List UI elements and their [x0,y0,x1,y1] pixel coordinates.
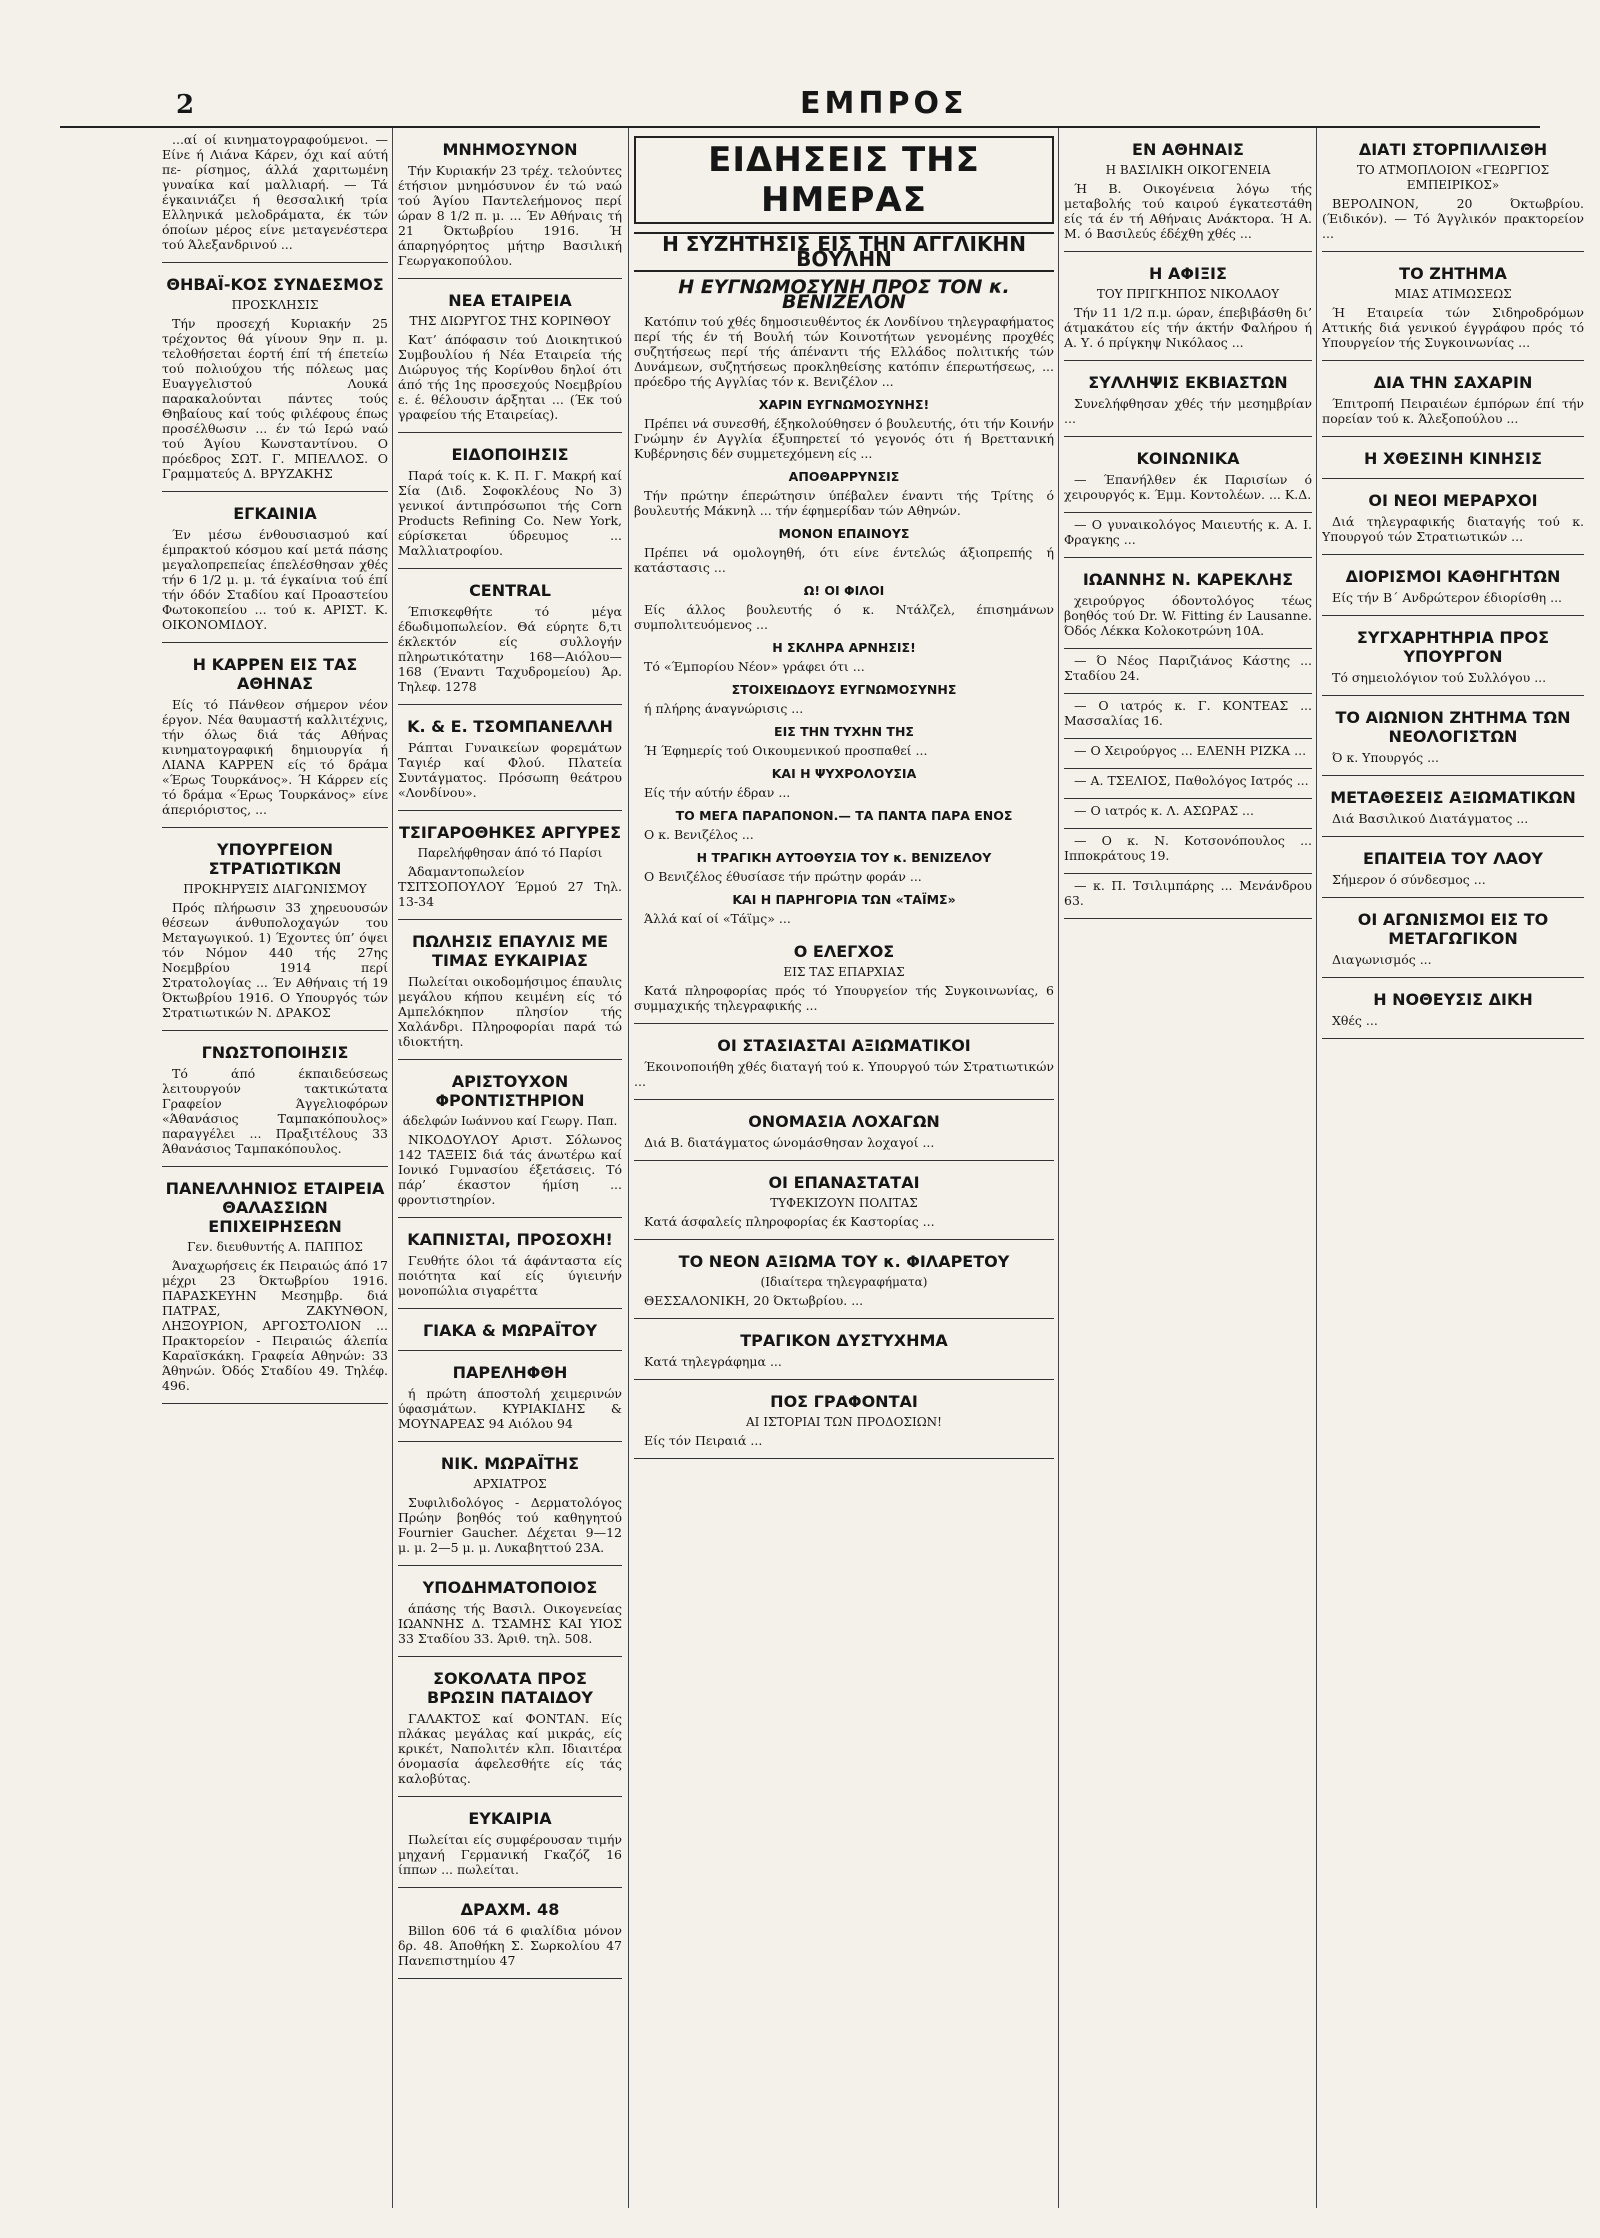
masthead: ΕΜΠΡΟΣ [800,86,968,121]
article-text: — Ο κ. Ν. Κοτσονόπουλος ... Ιπποκράτους 19. [1064,833,1312,863]
article [1064,874,1312,919]
article-text: ή πρώτη άποστολή χειμερινών ύφασμάτων. ΚΥΡΙΑΚΙΔΗΣ & ΜΟΥΝΑΡΕΑΣ 94 Αιόλου 94 [398,1386,622,1431]
article-title: ΤΣΙΓΑΡΟΘΗΚΕΣ ΑΡΓΥΡΕΣ [399,823,621,842]
article-title: ΠΑΝΕΛΛΗΝΙΟΣ ΕΤΑΙΡΕΙΑ ΘΑΛΑΣΣΙΩΝ ΕΠΙΧΕΙΡΗΣΕΩΝ [165,1179,385,1236]
article-title: ΝΕΑ ΕΤΑΙΡΕΙΑ [448,291,572,310]
article-text: Συφιλιδολόγος - Δερματολόγος Πρώην βοηθός τού καθηγητού Fournier Gaucher. Δέχεται 9—12 μ. μ. 2—5 μ. μ. Λυκαβηττού 23Α. [398,1495,622,1555]
column-3-lower [634,930,1054,1459]
news-item-text: Ο Βενιζέλος έθυσίασε τήν πρώτην φοράν ... [644,869,922,884]
news-item-heading: ΤΟ ΜΕΓΑ ΠΑΡΑΠΟΝΟΝ.— ΤΑ ΠΑΝΤΑ ΠΑΡΑ ΕΝΟΣ [675,808,1013,823]
news-item-text: Ο κ. Βενιζέλος ... [644,827,754,842]
article [1064,739,1312,769]
column-4 [1064,128,1312,2208]
article-title: CENTRAL [469,581,551,600]
article-title: ΣΥΛΛΗΨΙΣ ΕΚΒΙΑΣΤΩΝ [1088,373,1288,392]
article [1322,696,1584,776]
column-rule [628,128,629,2208]
article-text: Έπιτροπή Πειραιέων έμπόρων έπί τήν πορείαν τού κ. Άλεξοπούλου ... [1322,396,1584,426]
article-title: ΝΙΚ. ΜΩΡΑΪΤΗΣ [440,1454,580,1473]
article-text: χειρούργος όδοντολόγος τέως βοηθός τού Dr. W. Fitting έν Lausanne. Όδός Λέκκα Κολοκοτρώνη 10Α. [1064,593,1312,638]
article-title: ΟΙ ΣΤΑΣΙΑΣΤΑΙ ΑΞΙΩΜΑΤΙΚΟΙ [717,1036,971,1055]
article [1322,837,1584,898]
article-title: ΕΓΚΑΙΝΙΑ [233,504,317,523]
article [398,1797,622,1888]
news-item [634,397,1054,461]
main-headline: ΕΙΔΗΣΕΙΣ ΤΗΣ ΗΜΕΡΑΣ [634,136,1054,224]
column-5 [1322,128,1584,2208]
article [1322,555,1584,616]
article [634,1319,1054,1380]
article-text: Διαγωνισμός ... [1332,952,1432,967]
article-text: Κατά πληροφορίας πρός τό Υπουργείον τής Συγκοινωνίας, 6 συμμαχικής τηλεγραφικής ... [634,983,1054,1013]
article [398,1351,622,1442]
article-subtitle: ΠΡΟΣΚΛΗΣΙΣ [231,298,319,312]
article-text: Άναχωρήσεις έκ Πειραιώς άπό 17 μέχρι 23 Όκτωβρίου 1916. ΠΑΡΑΣΚΕΥΗΝ Μεσημβρ. διά ΠΑΤΡΑΣ, ΖΑΚΥΝΘΟΝ, ΛΗΞΟΥΡΙΟΝ, ΑΡΓΟΣΤΟΛΙΟΝ ... Πρακτορείον - Πειραιώς άλεπία Καραϊσκάκη. Γραφεία Αθηνών: 33 Άθηνών. Όδός Σταδίου 49. Τηλέφ. 496. [162,1258,388,1393]
article-title: ΤΡΑΓΙΚΟΝ ΔΥΣΤΥΧΗΜΑ [740,1331,948,1350]
article [162,492,388,643]
article-text: ΘΕΣΣΑΛΟΝΙΚΗ, 20 Όκτωβρίου. ... [644,1293,864,1308]
article-text: Συνελήφθησαν χθές τήν μεσημβρίαν ... [1064,396,1312,426]
article-subtitle: ΤΥΦΕΚΙΖΟΥΝ ΠΟΛΙΤΑΣ [770,1196,918,1210]
news-item-text: ή πλήρης άναγνώρισις ... [644,701,804,716]
article-text: Έπισκεφθήτε τό μέγα έδωδιμοπωλείον. Θά εύρητε δ,τι έκλεκτόν είς συλλογήν πληρωτικότατην 168—Αιόλου—168 (Έναντι Ταχυδρομείου) Άρ. Τηλεφ. 1278 [398,604,622,694]
article-title: ΓΙΑΚΑ & ΜΩΡΑΪΤΟΥ [422,1321,598,1340]
article-title: ΚΑΠΝΙΣΤΑΙ, ΠΡΟΣΟΧΗ! [407,1230,613,1249]
news-item-text: Τό «Έμπορίου Νέον» γράφει ότι ... [644,659,865,674]
news-item-text: Είς άλλος βουλευτής ό κ. Ντάλζελ, έπισημάνων συμπολιτευόμενος ... [634,602,1054,632]
article [1322,898,1584,978]
article [1064,694,1312,739]
column-rule [392,128,393,2208]
article-text: Είς τόν Πειραιά ... [644,1433,763,1448]
article-text: Παρά τοίς κ. Κ. Π. Γ. Μακρή καί Σία (Διδ. Σοφοκλέους Νο 3) γενικοί άντιπρόσωποι τής Corn Products Refining Co. New York, εύρίσκεται ύδρευμος ... Μαλλιατροφίου. [398,468,622,558]
article-subtitle: (Ιδιαίτερα τηλεγραφήματα) [760,1275,928,1289]
article-text: Τήν Κυριακήν 23 τρέχ. τελούντες έτήσιον μνημόσυνον έν τώ ναώ τού Άγίου Παντελεήμονος περί ώραν 8 1/2 π. μ. ... Έν Αθήναις τή 21 Όκτωβρίου 1916. Ή άπαρηγόρητος μήτηρ Βασιλική Γεωργακοπούλου. [398,163,622,268]
article-title: Η ΚΑΡΡΕΝ ΕΙΣ ΤΑΣ ΑΘΗΝΑΣ [192,655,358,693]
article-subtitle: ΑΙ ΙΣΤΟΡΙΑΙ ΤΩΝ ΠΡΟΔΟΣΙΩΝ! [746,1415,942,1429]
article [398,811,622,920]
lead-banner: Η ΣΥΖΗΤΗΣΙΣ ΕΙΣ ΤΗΝ ΑΓΓΛΙΚΗΝ ΒΟΥΛΗΝ [634,232,1054,272]
news-item-heading: ΑΠΟΘΑΡΡΥΝΣΙΣ [788,469,900,484]
article-text: Billon 606 τά 6 φιαλίδια μόνον δρ. 48. Άποθήκη Σ. Σωρκολίου 47 Πανεπιστημίου 47 [398,1923,622,1968]
article-text: Είς τήν Β΄ Ανδρώτερον έδιορίσθη ... [1332,590,1563,605]
article [1064,513,1312,558]
article-title: ΜΝΗΜΟΣΥΝΟΝ [442,140,578,159]
article-title: ΕΥΚΑΙΡΙΑ [468,1809,552,1828]
article-text: Κατά άσφαλείς πληροφορίας έκ Καστορίας ... [644,1214,935,1229]
article-text: Είς τό Πάνθεον σήμερον νέον έργον. Νέα θαυμαστή καλλιτέχνις, τήν όλως διά τάς Αθήνας κινηματογραφική δημιουργία ή ΛΙΑΝΑ ΚΑΡΡΕΝ είς τό δράμα «Έρως Τουρκάνος». Ή Κάρρεν είς τό δράμα «Έρως Τουρκάνος» είνε άπεριόριστος, ... [162,697,388,817]
article-text: ΒΕΡΟΛΙΝΟΝ, 20 Όκτωβρίου. (Έιδικόν). — Τό Άγγλικόν πρακτορείον ... [1322,196,1584,241]
article-title: Η ΑΦΙΞΙΣ [1149,264,1227,283]
article [162,828,388,1031]
article [1064,558,1312,649]
article [1064,799,1312,829]
article-title: ΤΟ ΝΕΟΝ ΑΞΙΩΜΑ ΤΟΥ κ. ΦΙΛΑΡΕΤΟΥ [678,1252,1010,1271]
article [398,1442,622,1566]
article [1064,437,1312,513]
article-text: άπάσης τής Βασιλ. Οικογενείας ΙΩΑΝΝΗΣ Δ. ΤΣΑΜΗΣ ΚΑΙ ΥΙΟΣ 33 Σταδίου 33. Άριθ. τηλ. 508. [398,1601,622,1646]
column-rule [1316,128,1317,2208]
article [398,1566,622,1657]
news-item [634,808,1054,842]
article [1322,128,1584,252]
lead-subtitle: Η ΕΥΓΝΩΜΟΣΥΝΗ ΠΡΟΣ ΤΟΝ κ. ΒΕΝΙΖΕΛΟΝ [678,276,1010,313]
article-title: ΣΥΓΧΑΡΗΤΗΡΙΑ ΠΡΟΣ ΥΠΟΥΡΓΟΝ [1356,628,1550,666]
article [398,279,622,433]
article [1064,829,1312,874]
article-title: ΕΝ ΑΘΗΝΑΙΣ [1132,140,1244,159]
article-text: Ράπται Γυναικείων φορεμάτων Ταγιέρ καί Φλού. Πλατεία Συντάγματος. Πρόσωπη θεάτρου «Λονδίνου». [398,740,622,800]
article-title: ΠΟΣ ΓΡΑΦΟΝΤΑΙ [770,1392,918,1411]
article-text: — Α. ΤΣΕΛΙΟΣ, Παθολόγος Ιατρός ... [1074,773,1309,788]
news-item-text: Πρέπει νά συνεσθή, έξηκολούθησεν ό βουλευτής, ότι τήν Κοινήν Γνώμην έν Αγγλία έξυπηρετεί τό γεγονός ότι ή Βρεττανική Κυβέρνησις δέν συμμετεχόμενη είς ... [634,416,1054,461]
article [1322,616,1584,696]
article-text: — κ. Π. Τσιλιμπάρης ... Μενάνδρου 63. [1064,878,1312,908]
article-text: Ό κ. Υπουργός ... [1332,750,1440,765]
article-title: ΤΟ ΖΗΤΗΜΑ [1399,264,1507,283]
article [634,1161,1054,1240]
article-subtitle: Γεν. διευθυντής Α. ΠΑΠΠΟΣ [187,1240,363,1254]
article-text: Διά Βασιλικού Διατάγματος ... [1332,811,1529,826]
article [398,1060,622,1218]
article-title: ΑΡΙΣΤΟΥΧΟΝ ΦΡΟΝΤΙΣΤΗΡΙΟΝ [435,1072,585,1110]
article-title: ΥΠΟΥΡΓΕΙΟΝ ΣΤΡΑΤΙΩΤΙΚΩΝ [208,840,342,878]
news-item-heading: ΕΙΣ ΤΗΝ ΤΥΧΗΝ ΤΗΣ [774,724,914,739]
news-item-text: Τήν πρώτην έπερώτησιν ύπέβαλεν έναντι τής Τρίτης ό βουλευτής Μάκνηλ ... τήν έφημερίδαν τών Αθηνών. [634,488,1054,518]
article-text: Πωλείται οικοδομήσιμος έπαυλις μεγάλου κήπου κειμένη είς τό Αμπελόκηπον πλησίον τής Χαλάνδρι. Πληροφορίαι παρά τώ ιδιοκτήτη. [398,974,622,1049]
news-item-text: Ή Έφημερίς τού Οικουμενικού προσπαθεί ... [644,743,928,758]
news-item-heading: Ω! ΟΙ ΦΙΛΟΙ [803,583,885,598]
article-text: — Έπανήλθεν έκ Παρισίων ό χειρουργός κ. Έμμ. Κοντολέων. ... Κ.Δ. [1064,472,1312,502]
article [162,643,388,828]
news-item-heading: Η ΣΚΛΗΡΑ ΑΡΝΗΣΙΣ! [772,640,916,655]
article-text: — Ο Χειρούργος ... ΕΛΕΝΗ ΡΙΖΚΑ ... [1074,743,1307,758]
news-item-heading: ΜΟΝΟΝ ΕΠΑΙΝΟΥΣ [778,526,910,541]
news-item [634,766,1054,800]
article-title: ΔΙΟΡΙΣΜΟΙ ΚΑΘΗΓΗΤΩΝ [1345,567,1561,586]
news-item-text: Είς τήν αύτήν έδραν ... [644,785,791,800]
article [162,128,388,263]
article-title: Η ΝΟΘΕΥΣΙΣ ΔΙΚΗ [1373,990,1533,1009]
news-item-heading: ΚΑΙ Η ΠΑΡΗΓΟΡΙΑ ΤΩΝ «ΤΑΪΜΣ» [732,892,956,907]
article-text: Τό σημειολόγιον τού Συλλόγου ... [1332,670,1547,685]
article [1322,252,1584,361]
article [1322,776,1584,837]
article-text: — Ο γυναικολόγος Μαιευτής κ. Α. Ι. Φραγκης ... [1064,517,1312,547]
article-subtitle: ΠΡΟΚΗΡΥΞΙΣ ΔΙΑΓΩΝΙΣΜΟΥ [183,882,367,896]
article-title: ΔΡΑΧΜ. 48 [460,1900,560,1919]
article-subtitle: άδελφών Ιωάννου καί Γεωργ. Παπ. [402,1114,618,1128]
news-item [634,892,1054,926]
article [1064,361,1312,437]
article-title: ΚΟΙΝΩΝΙΚΑ [1136,449,1240,468]
column-1 [162,128,388,2208]
article-subtitle: ΕΙΣ ΤΑΣ ΕΠΑΡΧΙΑΣ [783,965,905,979]
article-title: ΔΙΑΤΙ ΣΤΟΡΠΙΛΛΙΣΘΗ [1358,140,1548,159]
news-item [634,724,1054,758]
article-text: Ή Β. Οικογένεια λόγω τής μεταβολής τού καιρού έγκατεστάθη είς τά έν τή Αθήναις Ανάκτορα. Ή Α. Μ. ό Βασιλεύς έδέχθη χθές ... [1064,181,1312,241]
article-title: ΠΩΛΗΣΙΣ ΕΠΑΥΛΙΣ ΜΕ ΤΙΜΑΣ ΕΥΚΑΙΡΙΑΣ [411,932,609,970]
article-text: Γευθήτε όλοι τά άφάνταστα είς ποιότητα καί είς ύγιεινήν μονοπώλια σιγαρέττα [398,1253,622,1298]
article-text: Σήμερον ό σύνδεσμος ... [1332,872,1486,887]
article-title: ΠΑΡΕΛΗΦΘΗ [452,1363,568,1382]
article-subtitle: ΤΗΣ ΔΙΩΡΥΓΟΣ ΤΗΣ ΚΟΡΙΝΘΟΥ [409,314,611,328]
article-text: Έκοινοποιήθη χθές διαταγή τού κ. Υπουργού τών Στρατιωτικών ... [634,1059,1054,1089]
article-title: ΟΙ ΑΓΩΝΙΣΜΟΙ ΕΙΣ ΤΟ ΜΕΤΑΓΩΓΙΚΟΝ [1357,910,1549,948]
article [398,1218,622,1309]
column-2 [398,128,622,2208]
news-item [634,682,1054,716]
article-title: ΟΙ ΕΠΑΝΑΣΤΑΤΑΙ [768,1173,920,1192]
article-title: ΕΠΑΙΤΕΙΑ ΤΟΥ ΛΑΟΥ [1362,849,1544,868]
news-item [634,850,1054,884]
article-text: Πωλείται είς συμφέρουσαν τιμήν μηχανή Γερμανική Γκαζόζ 16 ίππων ... πωλείται. [398,1832,622,1877]
article-text: ...αί οί κινηματογραφούμενοι. — Είνε ή Λιάνα Κάρεν, όχι καί αύτή πε- ρίσημος, άλλά χαριτωμένη γυναίκα καί μαλλιαρή. — Τά έγκαινιάζει ή θεσσαλική τρία Ελληνικά μελοδράματα, έκ τών όποίων μέρος είνε μεταγενέστερα τού Άλεξανδρινού ... [162,132,388,252]
article-title: ΣΟΚΟΛΑΤΑ ΠΡΟΣ ΒΡΩΣΙΝ ΠΑΤΑΙΔΟΥ [427,1669,593,1707]
article [398,569,622,705]
article-text: Κατά τηλεγράφημα ... [644,1354,782,1369]
article [398,1309,622,1351]
page-header [60,86,1540,128]
article [634,1380,1054,1459]
article-title: ΕΙΔΟΠΟΙΗΣΙΣ [451,445,569,464]
article-title: ΟΝΟΜΑΣΙΑ ΛΟΧΑΓΩΝ [748,1112,940,1131]
article-subtitle: ΤΟΥ ΠΡΙΓΚΗΠΟΣ ΝΙΚΟΛΑΟΥ [1096,287,1280,301]
article-title: Κ. & Ε. ΤΣΟΜΠΑΝΕΛΛΗ [407,717,613,736]
article-text: Διά τηλεγραφικής διαταγής τού κ. Υπουργού τών Στρατιωτικών ... [1322,514,1584,544]
article-subtitle: ΜΙΑΣ ΑΤΙΜΩΣΕΩΣ [1394,287,1512,301]
news-item-heading: ΧΑΡΙΝ ΕΥΓΝΩΜΟΣΥΝΗΣ! [758,397,930,412]
news-item-text: Άλλά καί οί «Τάϊμς» ... [644,911,791,926]
page-number: 2 [176,90,195,120]
news-item-heading: ΣΤΟΙΧΕΙΩΔΟΥΣ ΕΥΓΝΩΜΟΣΥΝΗΣ [731,682,957,697]
article [1322,978,1584,1039]
article [398,433,622,569]
lead-items [634,397,1054,926]
column-3 [634,128,1054,2208]
article-text: Τήν 11 1/2 π.μ. ώραν, έπεβιβάσθη δι’ άτμακάτου είς τήν άκτήν Φαλήρου ή Α. Υ. ό πρίγκηψ Νικόλαος ... [1064,305,1312,350]
article-title: ΜΕΤΑΘΕΣΕΙΣ ΑΞΙΩΜΑΤΙΚΩΝ [1330,788,1576,807]
article [634,1024,1054,1100]
article-text: Τήν προσεχή Κυριακήν 25 τρέχοντος θά γίνουν 9ην π. μ. τελοθήσεται έορτή έπί τή έπετείω τού πολιούχου τής πόλεως μας Ευαγγελιστού Λουκά παρακαλούνται πάντες τούς Θηβαίους καί τούς φιλέφους έπως προσέλθωσιν ... έν τώ Ιερώ ναώ τού Άγίου Κωνσταντίνου. Ο πρόεδρος ΣΩΤ. Γ. ΜΠΕΛΛΟΣ. Ο Γραμματεύς Δ. ΒΡΥΖΑΚΗΣ [162,316,388,481]
article [398,705,622,811]
article-text: — Ο ιατρός κ. Λ. ΑΣΩΡΑΣ ... [1074,803,1254,818]
article [634,1240,1054,1319]
news-item-heading: Η ΤΡΑΓΙΚΗ ΑΥΤΟΘΥΣΙΑ ΤΟΥ κ. ΒΕΝΙΖΕΛΟΥ [696,850,992,865]
news-item-text: Πρέπει νά ομολογηθή, ότι είνε έντελώς άξιοπρεπής ή κατάστασις ... [634,545,1054,575]
article [1322,361,1584,437]
article-title: ΔΙΑ ΤΗΝ ΣΑΧΑΡΙΝ [1373,373,1533,392]
article-title: Η ΧΘΕΣΙΝΗ ΚΙΝΗΣΙΣ [1363,449,1542,468]
article-title: ΘΗΒΑΪ-ΚΟΣ ΣΥΝΔΕΣΜΟΣ [166,275,384,294]
article [634,930,1054,1024]
article [1064,649,1312,694]
news-item [634,640,1054,674]
article [162,1167,388,1404]
article [634,1100,1054,1161]
article-subtitle: Η ΒΑΣΙΛΙΚΗ ΟΙΚΟΓΕΝΕΙΑ [1105,163,1271,177]
article [1064,769,1312,799]
article-title: ΤΟ ΑΙΩΝΙΟΝ ΖΗΤΗΜΑ ΤΩΝ ΝΕΟΛΟΓΙΣΤΩΝ [1335,708,1571,746]
article-title: ΙΩΑΝΝΗΣ Ν. ΚΑΡΕΚΛΗΣ [1082,570,1294,589]
news-item [634,526,1054,575]
article-text: Τό άπό έκπαιδεύσεως λειτουργούν τακτικώτατα Γραφείον Άγγελιοφόρων «Άθανάσιος Ταμπακόπουλος» παραγγέλει ... Πραξιτέλους 33 Άθανάσιος Ταμπακόπουλος. [162,1066,388,1156]
article-subtitle: ΤΟ ΑΤΜΟΠΛΟΙΟΝ «ΓΕΩΡΓΙΟΣ ΕΜΠΕΙΡΙΚΟΣ» [1356,163,1550,192]
lead-intro: Κατόπιν τού χθές δημοσιευθέντος έκ Λονδίνου τηλεγραφήματος περί τής έν τή Βουλή τών Κοινοτήτων γενομένης προχθές συζητήσεως περί τής άπέναντι τής Ελλάδος πολιτικής τών Δυνάμεων, συζητήσεως προκληθείσης κατόπιν έπερωτήσεως, ... πρόεδρο τής Αγγλίας τόν κ. Βενιζέλον ... [634,314,1054,389]
article-text: Κατ’ άπόφασιν τού Διοικητικού Συμβουλίου ή Νέα Εταιρεία τής Διώρυγος τής Κορίνθου δηλοί ότι άπό τής 1ης προσεχούς Νοεμβρίου ε. έ. θέλουσιν άρξηται ... (Έκ τού γραφείου τής Εταιρείας). [398,332,622,422]
article-text: Άδαμαντοπωλείον ΤΣΙΤΣΟΠΟΥΛΟΥ Έρμού 27 Τηλ. 13-34 [398,864,622,909]
article-title: Ο ΕΛΕΓΧΟΣ [793,942,895,961]
article [1322,437,1584,479]
article-title: ΓΝΩΣΤΟΠΟΙΗΣΙΣ [201,1043,349,1062]
news-item [634,583,1054,632]
article-text: Πρός πλήρωσιν 33 χηρευουσών θέσεων άνθυπολοχαγών του Μεταγωγικού. 1) Έχοντες ύπ’ όψει τόν Νόμον 440 τής 27ης Νοεμβρίου 1914 περί Στρατολογίας ... Έν Αθήναις τή 19 Όκτωβρίου 1916. Ο Υπουργός τών Στρατιωτικών Ν. ΔΡΑΚΟΣ [162,900,388,1020]
article-text: Διά Β. διατάγματος ώνομάσθησαν λοχαγοί ... [644,1135,935,1150]
article [398,1888,622,1979]
article-title: ΥΠΟΔΗΜΑΤΟΠΟΙΟΣ [422,1578,598,1597]
article [398,920,622,1060]
news-item [634,469,1054,518]
article-text: Ή Εταιρεία τών Σιδηροδρόμων Αττικής διά γενικού έγγράφου πρός τό Υπουργείον τής Συγκοινωνίας ... [1322,305,1584,350]
article-text: Έν μέσω ένθουσιασμού καί έμπρακτού κόσμου καί μετά πάσης μεγαλοπρεπείας έπελέσθησαν χθές τήν 6 1/2 μ. μ. τά έγκαίνια τού έπί τήν όδόν Σταδίου καί Προαστείου Φωτοκοπείου ... τού κ. ΑΡΙΣΤ. Κ. ΟΙΚΟΝΟΜΙΔΟΥ. [162,527,388,632]
article-text: Χθές ... [1332,1013,1378,1028]
article [162,1031,388,1167]
news-item-heading: ΚΑΙ Η ΨΥΧΡΟΛΟΥΣΙΑ [771,766,917,781]
article [162,263,388,492]
article-title: ΟΙ ΝΕΟΙ ΜΕΡΑΡΧΟΙ [1368,491,1538,510]
article [398,1657,622,1797]
article [398,128,622,279]
column-rule [1058,128,1059,2208]
article [1322,479,1584,555]
article-text: — Ο ιατρός κ. Γ. ΚΟΝΤΕΑΣ ... Μασσαλίας 16. [1064,698,1312,728]
article-text: ΝΙΚΟΔΟΥΛΟΥ Αριστ. Σόλωνος 142 ΤΑΞΕΙΣ διά τάς άνωτέρω καί Ιονικό Γυμνασίου έξετάσεις. Τό πάρ’ έκαστον ήμίση ... φροντιστηρίον. [398,1132,622,1207]
article [1064,128,1312,252]
article-subtitle: ΑΡΧΙΑΤΡΟΣ [473,1477,547,1491]
article-text: — Ό Νέος Παριζιάνος Κάστης ... Σταδίου 24. [1064,653,1312,683]
article-subtitle: Παρελήφθησαν άπό τό Παρίσι [417,846,603,860]
article-text: ΓΑΛΑΚΤΟΣ καί ΦΟΝΤΑΝ. Είς πλάκας μεγάλας καί μικράς, είς κρικέτ, Ναπολιτέν κλπ. Ιδιαιτέρα όνομασία άφελεσθήτε είς τάς καλοβύτας. [398,1711,622,1786]
article [1064,252,1312,361]
